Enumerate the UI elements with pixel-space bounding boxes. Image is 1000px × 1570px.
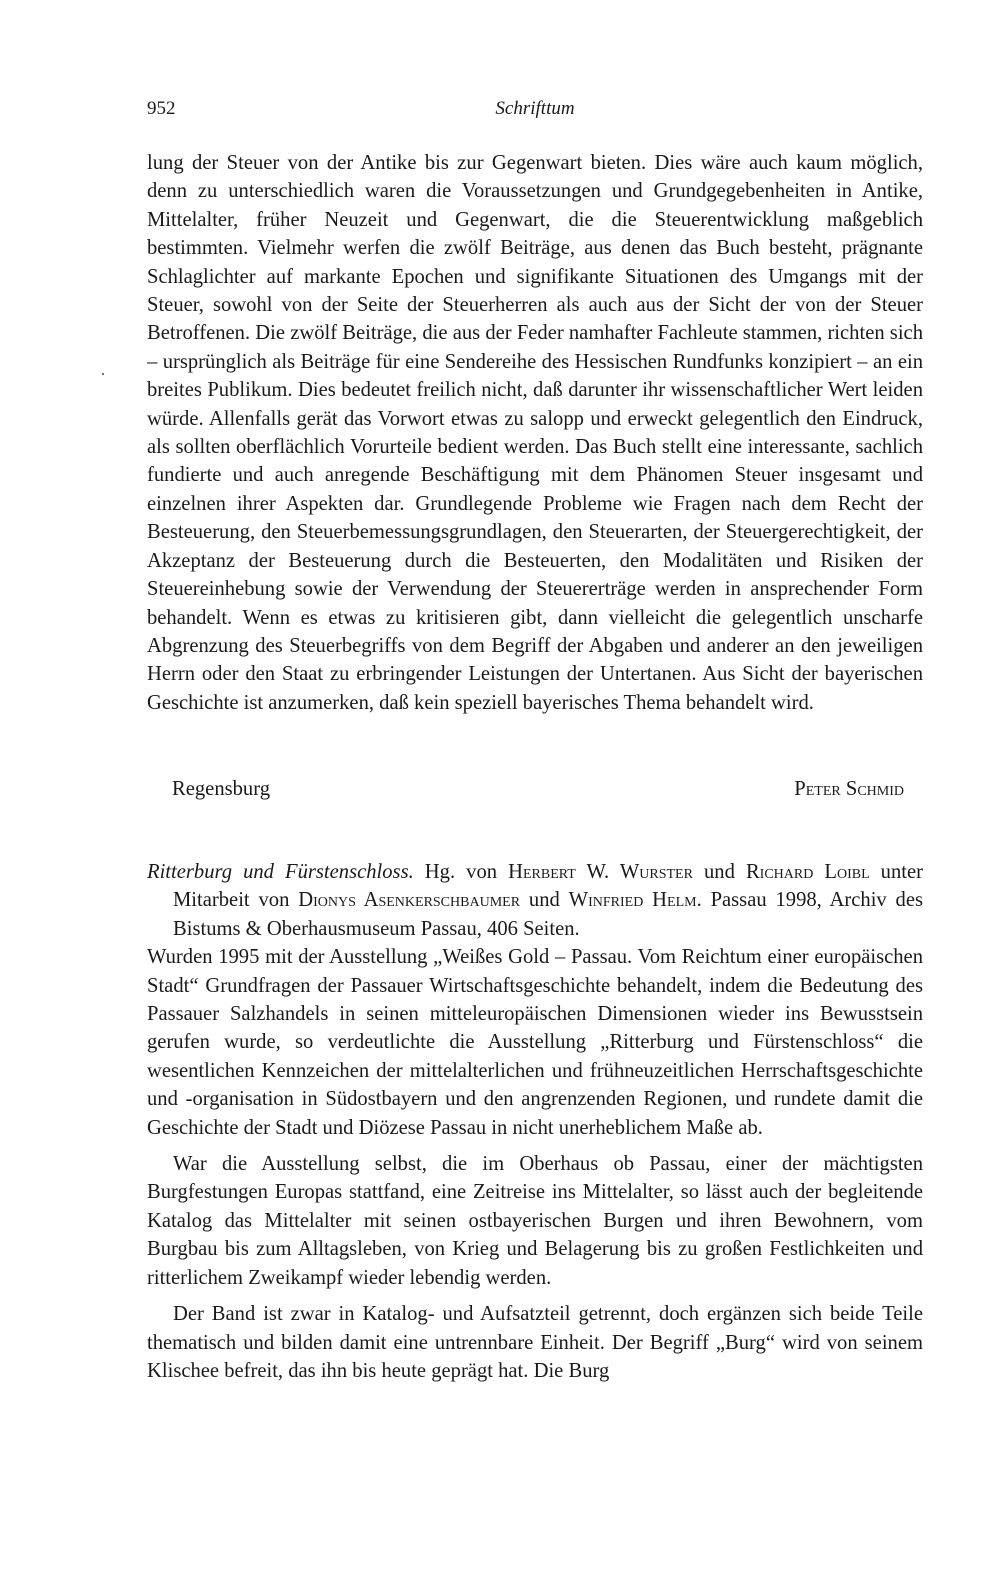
bibliographic-entry <box>147 858 923 943</box>
review-paragraph: War die Ausstellung selbst, die im Oberhaus ob Passau, einer der mächtigsten Burgfestungen Europas stattfand, eine Zeitreise ins Mittelalter, so lässt auch der begleitende Katalog das Mittelalter mit seinen ostbayerischen Burgen und ihren Bewohnern, vom Burgbau bis zum Alltagsleben, von Krieg und Belagerung bis zu großen Festlichkeiten und ritterlichem Zweikampf wieder lebendig werden. <box>147 1153 923 1289</box>
page-header <box>147 98 923 130</box>
conjunction: und <box>692 861 746 883</box>
review-signature <box>172 775 904 803</box>
signature-reviewer: Peter Schmid <box>794 778 904 800</box>
conjunction: und <box>520 889 569 912</box>
editors-prefix: Hg. von <box>413 861 509 883</box>
collaboration-prefix: unter Mitarbeit von <box>173 861 924 912</box>
book-title: Ritterburg und Fürstenschloss. <box>147 861 414 883</box>
scan-speck <box>102 373 104 375</box>
editor-name: Richard Loibl <box>745 861 870 883</box>
continued-review-paragraph: lung der Steuer von der Antike bis zur Gegenwart bieten. Dies wäre auch kaum möglich, denn zu unterschiedlich waren die Voraussetzungen und Grundgegebenheiten in Antike, Mittelalter, früher Neuzeit und Gegenwart, die die Steuerentwicklung maßgeblich bestimmten. Vielmehr werfen die zwölf Beiträge, aus denen das Buch besteht, prägnante Schlaglichter auf markante Epochen und signifikante Situationen des Umgangs mit der Steuer, sowohl von der Seite der Steuerherren als auch aus der Sicht der von der Steuer Betroffenen. Die zwölf Beiträge, die aus der Feder namhafter Fachleute stammen, richten sich – ursprünglich als Beiträge für eine Sendereihe des Hessischen Rundfunks konzipiert – an ein breites Publikum. Dies bedeutet freilich nicht, daß darunter ihr wissenschaftlicher Wert leiden würde. Allenfalls gerät das Vorwort etwas zu salopp und erweckt gelegentlich den Eindruck, als sollten oberflächlich Vorurteile bedient werden. Das Buch stellt eine interessante, sachlich fundierte und auch anregende Beschäftigung mit dem Phänomen Steuer insgesamt und einzelnen ihrer Aspekten dar. Grundlegende Probleme wie Fragen nach dem Recht der Besteuerung, den Steuerbemessungsgrundlagen, den Steuerarten, der Steuergerechtigkeit, der Akzeptanz der Besteuerung durch die Besteuerten, den Modalitäten und Risiken der Steuereinhebung sowie der Verwendung der Steuererträge werden in ansprechender Form behandelt. Wenn es etwas zu kritisieren gibt, dann vielleicht die gelegentlich unscharfe Abgrenzung des Steuerbegriffs von dem Begriff der Abgaben und anderer an den jeweiligen Herrn oder den Staat zu erbringender Leistungen der Untertanen. Aus Sicht der bayerischen Geschichte ist anzumerken, daß kein speziell bayerisches Thema behandelt wird. <box>147 152 923 714</box>
editor-name: Herbert W. Wurster <box>508 861 693 883</box>
collaborator-name: Winfried Helm <box>568 889 697 912</box>
review-paragraph: Wurden 1995 mit der Ausstellung „Weißes Gold – Passau. Vom Reichtum einer europäischen Stadt“ Grundfragen der Passauer Wirtschaftsgeschichte behandelt, indem die Bedeutung des Passauer Salzhandels in seinen mitteleuropäischen Dimensionen wieder ins Bewusstsein gerufen wurde, so verdeutlichte die Ausstellung „Ritterburg und Fürstenschloss“ die wesentlichen Kennzeichen der mittelalterlichen und frühneuzeitlichen Herrschaftsgeschichte und -organisation in Südostbayern und den angrenzenden Regionen, und rundete damit die Geschichte der Stadt und Diözese Passau in nicht unerheblichem Maße ab. <box>147 946 923 1139</box>
collaborator-name: Dionys Asenkerschbaumer <box>298 889 521 912</box>
continued-review-text <box>147 149 923 717</box>
publication-details: . Passau 1998, Archiv des Bistums & Oberhausmuseum Passau, 406 Seiten. <box>173 889 924 940</box>
new-review <box>147 858 923 1385</box>
signature-place: Regensburg <box>172 778 271 800</box>
running-title: Schrifttum <box>495 98 575 119</box>
page-number: 952 <box>147 98 176 119</box>
review-paragraph: Der Band ist zwar in Katalog- und Aufsatzteil getrennt, doch ergänzen sich beide Teile thematisch und bilden damit eine untrennbare Einheit. Der Begriff „Burg“ wird von seinem Klischee befreit, das ihn bis heute geprägt hat. Die Burg <box>147 1303 923 1382</box>
